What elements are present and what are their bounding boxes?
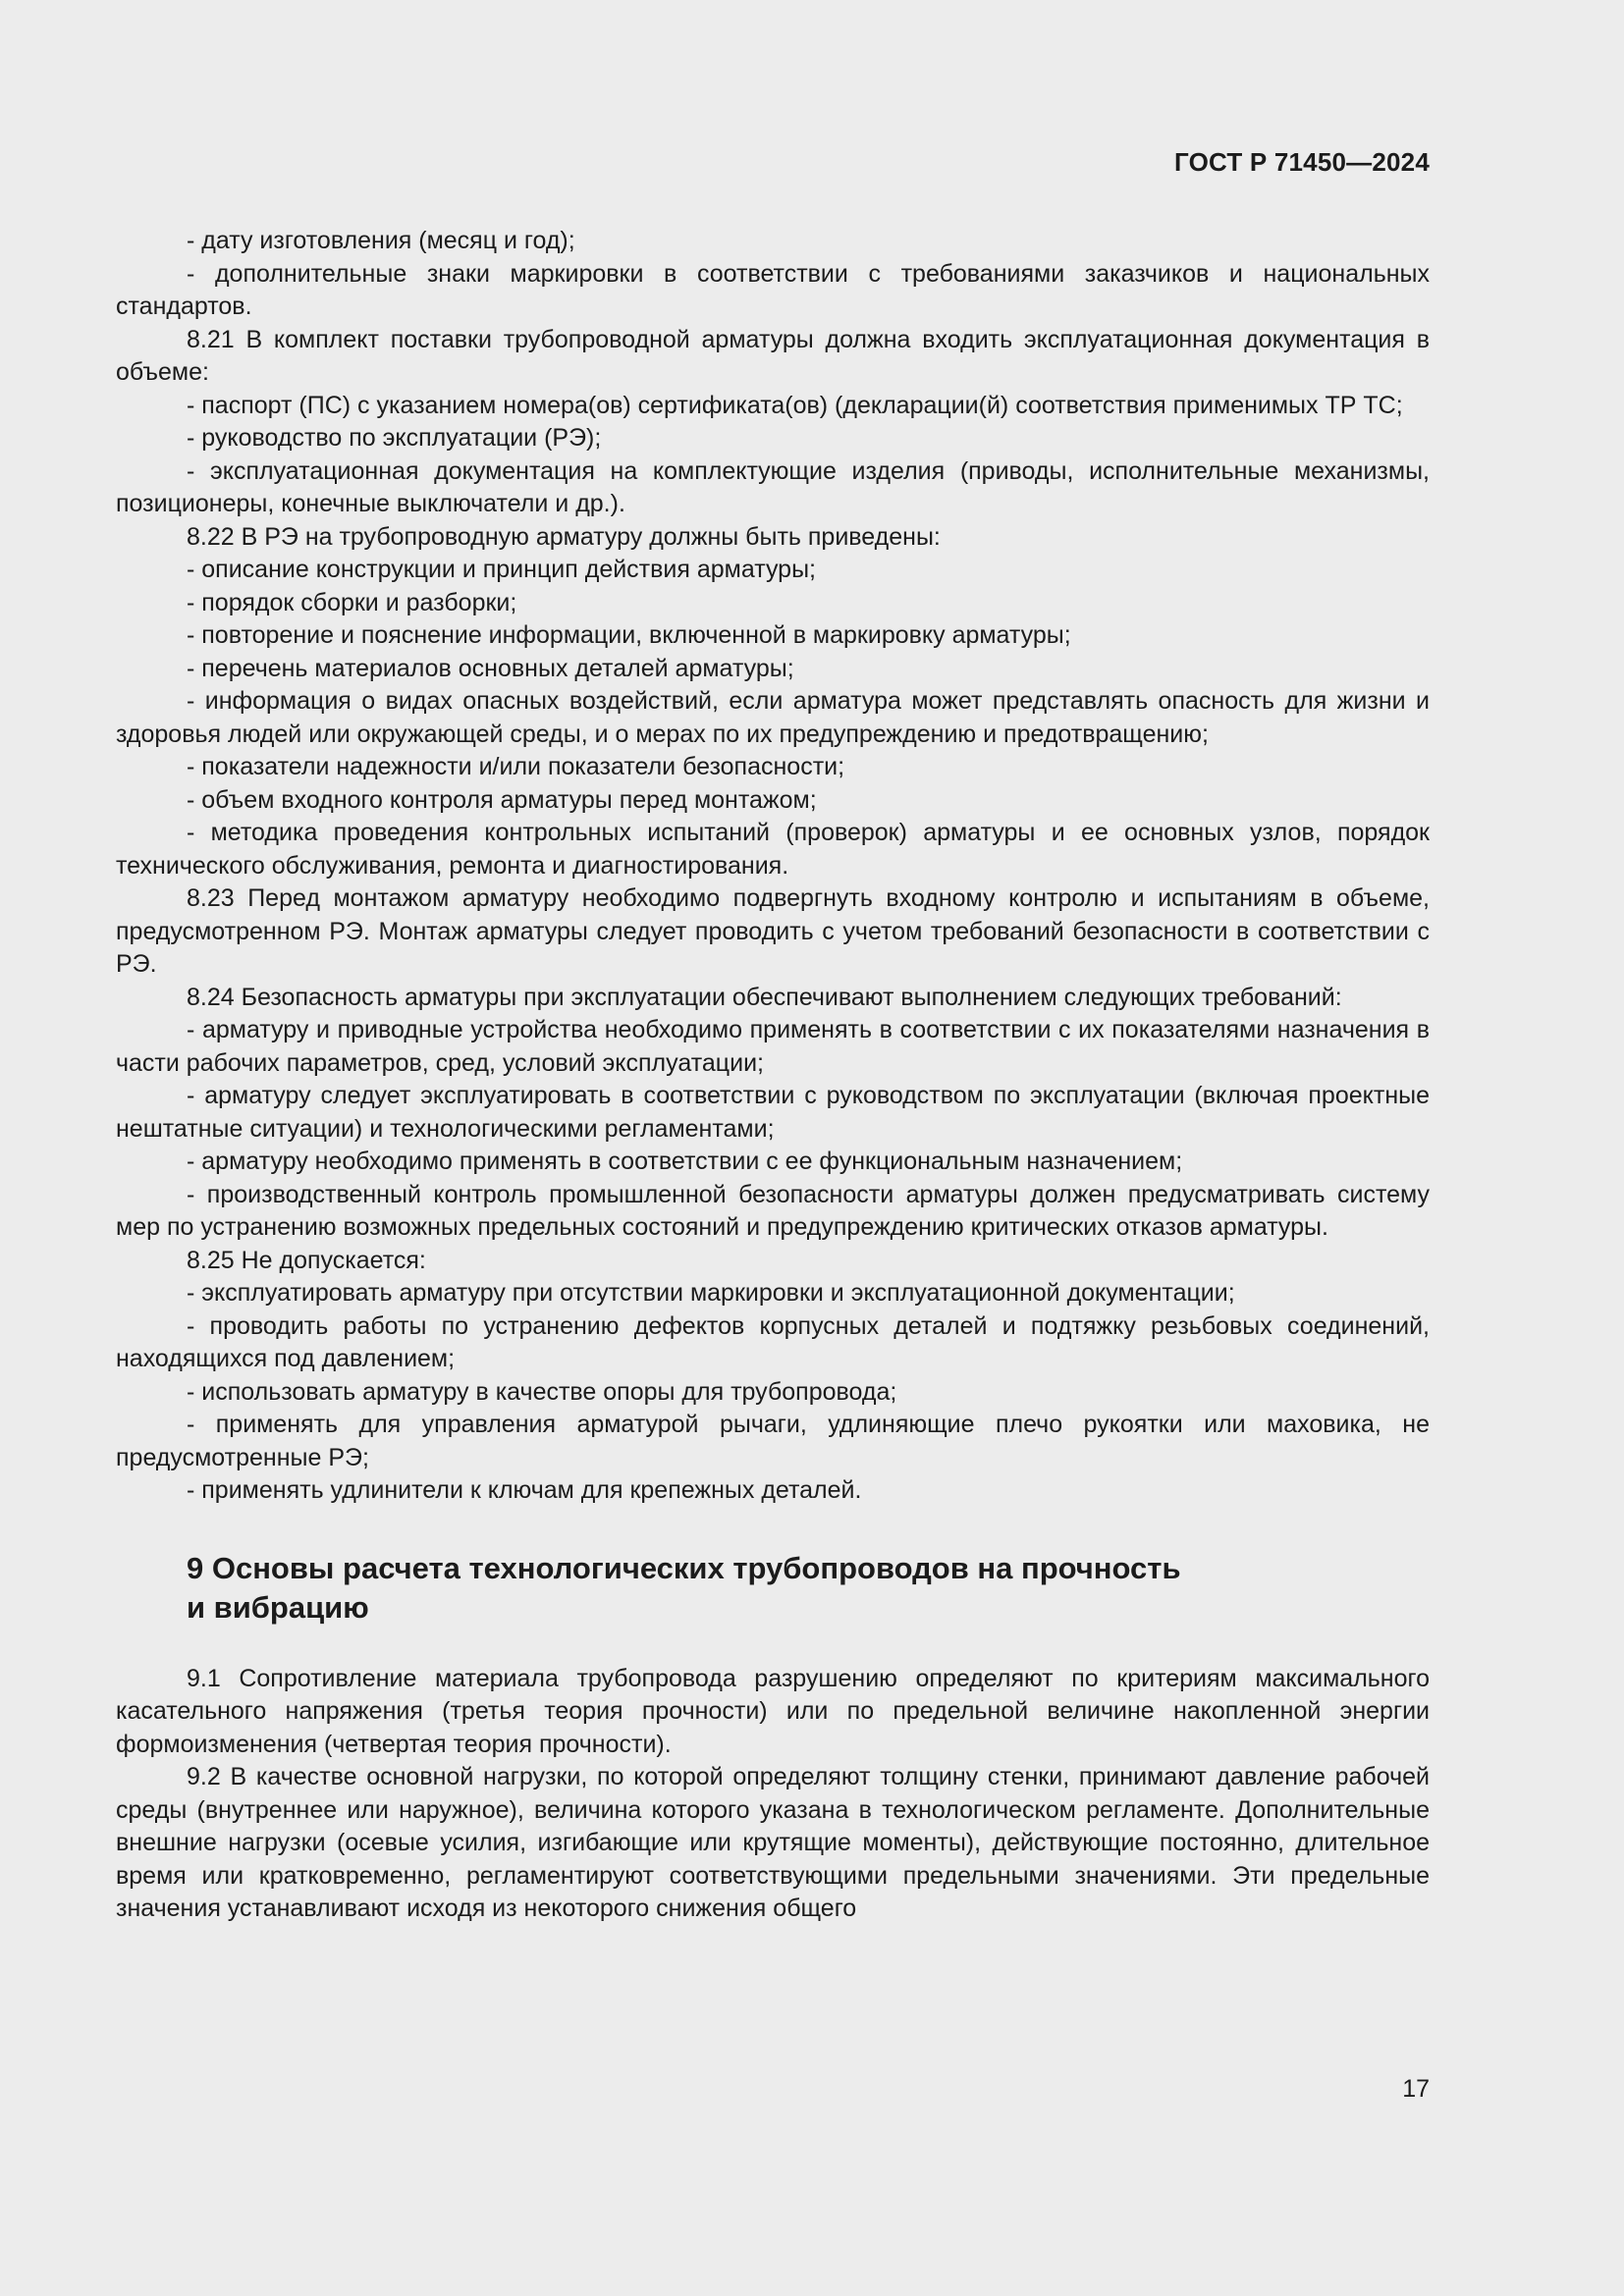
clause-9-2: 9.2 В качестве основной нагрузки, по которой определяют толщину стенки, принимают давление рабочей среды (внутреннее или наружное), величина которого указана в технологическом регламенте. Дополнительные внешние нагрузки (осевые усилия, изгибающие или крутящие моменты), действующие постоянно, длительное время или кратковременно, регламентируют соответствующими предельными значениями. Эти предельные значения устанавливают исходя из некоторого снижения общего [116,1763,1430,1922]
list-item: - эксплуатировать арматуру при отсутствии маркировки и эксплуатационной документации; [187,1279,1235,1307]
document-code: ГОСТ Р 71450—2024 [1174,147,1430,177]
list-item: - арматуру необходимо применять в соответствии с ее функциональным назначением; [187,1148,1183,1175]
list-item: - методика проведения контрольных испытаний (проверок) арматуры и ее основных узлов, порядок технического обслуживания, ремонта и диагностирования. [116,819,1430,880]
list-item: - применять удлинители к ключам для крепежных деталей. [187,1476,862,1504]
list-item: - объем входного контроля арматуры перед монтажом; [187,785,817,814]
section-9-heading [187,1549,1430,1628]
list-item: - дополнительные знаки маркировки в соответствии с требованиями заказчиков и национальных стандартов. [116,259,1430,320]
list-item: - использовать арматуру в качестве опоры для трубопровода; [187,1377,897,1406]
list-item: - паспорт (ПС) с указанием номера(ов) сертификата(ов) (декларации(й) соответствия применимых ТР ТС; [187,391,1403,419]
list-item: - эксплуатационная документация на комплектующие изделия (приводы, исполнительные механизмы, позиционеры, конечные выключатели и др.). [116,456,1430,517]
list-item: - описание конструкции и принцип действия арматуры; [187,556,816,583]
clause-8-24: 8.24 Безопасность арматуры при эксплуатации обеспечивают выполнением следующих требований: [187,983,1342,1011]
section-9-heading-line-2: и вибрацию [187,1589,369,1625]
clause-8-25: 8.25 Не допускается: [187,1246,426,1274]
list-item: - проводить работы по устранению дефектов корпусных деталей и подтяжку резьбовых соединений, находящихся под давлением; [116,1311,1430,1372]
clause-9-1: 9.1 Сопротивление материала трубопровода разрушению определяют по критериям максимального касательного напряжения (третья теория прочности) или по предельной величине накопленной энергии формоизменения (четвертая теория прочности). [116,1664,1430,1758]
list-item: - производственный контроль промышленной безопасности арматуры должен предусматривать систему мер по устранению возможных предельных состояний и предупреждению критических отказов арматуры. [116,1180,1430,1241]
list-item: - руководство по эксплуатации (РЭ); [187,424,602,452]
list-item: - арматуру следует эксплуатировать в соответствии с руководством по эксплуатации (включая проектные нештатные ситуации) и технологическими регламентами; [116,1082,1430,1143]
page-number: 17 [1402,2075,1430,2103]
section-9-heading-line-1: 9 Основы расчета технологических трубопроводов на прочность [187,1550,1181,1585]
list-item: - арматуру и приводные устройства необходимо применять в соответствии с их показателями назначения в части рабочих параметров, сред, условий эксплуатации; [116,1016,1430,1077]
clause-8-23: 8.23 Перед монтажом арматуру необходимо подвергнуть входному контролю и испытаниям в объеме, предусмотренном РЭ. Монтаж арматуры следует проводить с учетом требований безопасности в соответствии с РЭ. [116,884,1430,978]
page-content [116,225,1430,1926]
list-item: - информация о видах опасных воздействий, если арматура может представлять опасность для жизни и здоровья людей или окружающей среды, и о мерах по их предупреждению и предотвращению; [116,687,1430,748]
list-item: - применять для управления арматурой рычаги, удлиняющие плечо рукоятки или маховика, не предусмотренные РЭ; [116,1411,1430,1471]
list-item: - повторение и пояснение информации, включенной в маркировку арматуры; [187,621,1071,649]
list-item: - перечень материалов основных деталей арматуры; [187,654,794,682]
clause-8-21: 8.21 В комплект поставки трубопроводной арматуры должна входить эксплуатационная документация в объеме: [116,325,1430,386]
list-item: - показатели надежности и/или показатели безопасности; [187,753,845,780]
list-item: - дату изготовления (месяц и год); [187,227,575,254]
list-item: - порядок сборки и разборки; [187,588,517,616]
clause-8-22: 8.22 В РЭ на трубопроводную арматуру должны быть приведены: [187,522,941,551]
